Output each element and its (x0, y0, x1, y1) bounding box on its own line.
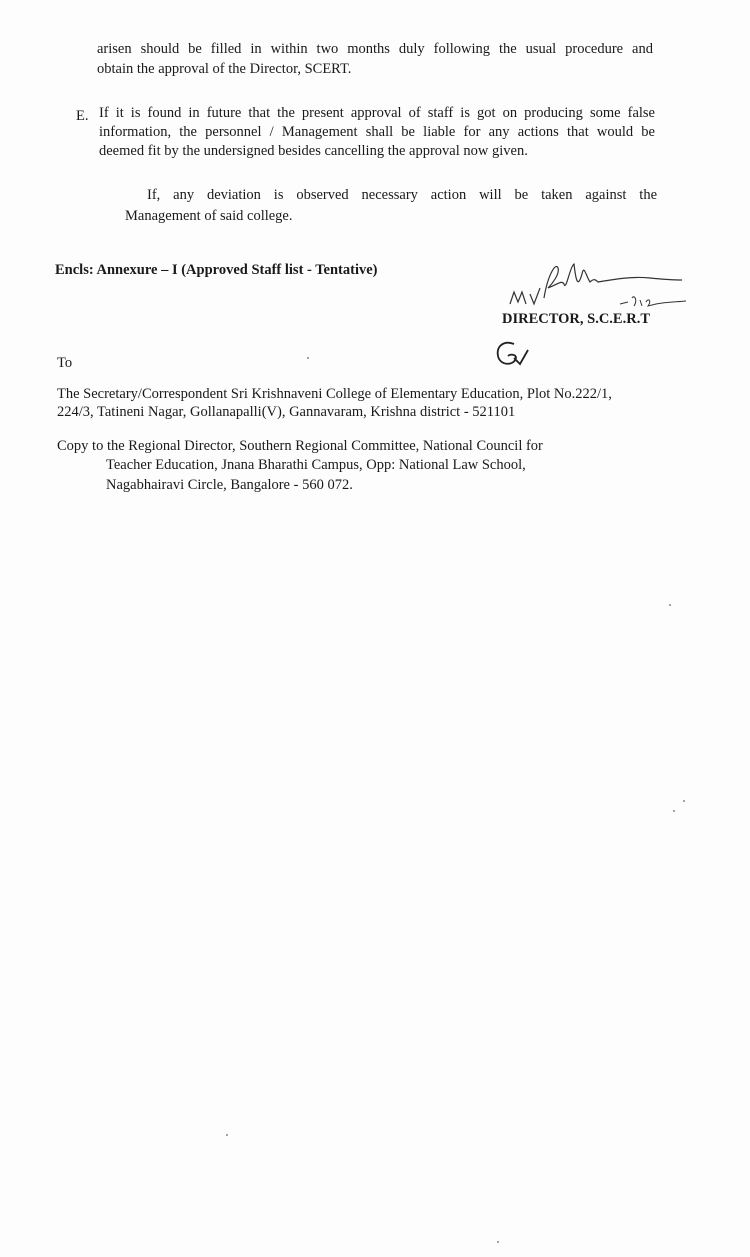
clause-e-line-1: If it is found in future that the present approval of staff is got on producing some false (99, 105, 655, 121)
clause-e-marker: E. (76, 108, 89, 124)
clause-e-line-3: deemed fit by the undersigned besides cancelling the approval now given. (99, 143, 528, 159)
deviation-line-2: Management of said college. (125, 208, 293, 224)
signatory-designation: DIRECTOR, S.C.E.R.T (502, 311, 650, 327)
continuation-line-2: obtain the approval of the Director, SCERT. (97, 61, 352, 77)
scan-speck (226, 1134, 228, 1136)
enclosure-note: Encls: Annexure – I (Approved Staff list - Tentative) (55, 262, 378, 278)
copy-to-line-1: Copy to the Regional Director, Southern Regional Committee, National Council for (57, 438, 543, 454)
continuation-line-1: arisen should be filled in within two months duly following the usual procedure and (97, 41, 653, 57)
scan-speck (673, 810, 675, 812)
handwritten-initials (490, 336, 540, 372)
handwritten-signature (500, 254, 690, 314)
scan-speck (497, 1241, 499, 1243)
scan-speck (307, 357, 309, 359)
scan-speck (669, 604, 671, 606)
clause-e-line-2: information, the personnel / Management shall be liable for any actions that would be (99, 124, 655, 140)
deviation-line-1: If, any deviation is observed necessary action will be taken against the (147, 187, 657, 203)
addressee-line-1: The Secretary/Correspondent Sri Krishnaveni College of Elementary Education, Plot No.222/1, (57, 386, 612, 402)
scan-speck (683, 800, 685, 802)
to-label: To (57, 355, 73, 371)
copy-to-line-3: Nagabhairavi Circle, Bangalore - 560 072. (106, 477, 353, 493)
addressee-line-2: 224/3, Tatineni Nagar, Gollanapalli(V), Gannavaram, Krishna district - 521101 (57, 404, 516, 420)
copy-to-line-2: Teacher Education, Jnana Bharathi Campus, Opp: National Law School, (106, 457, 526, 473)
